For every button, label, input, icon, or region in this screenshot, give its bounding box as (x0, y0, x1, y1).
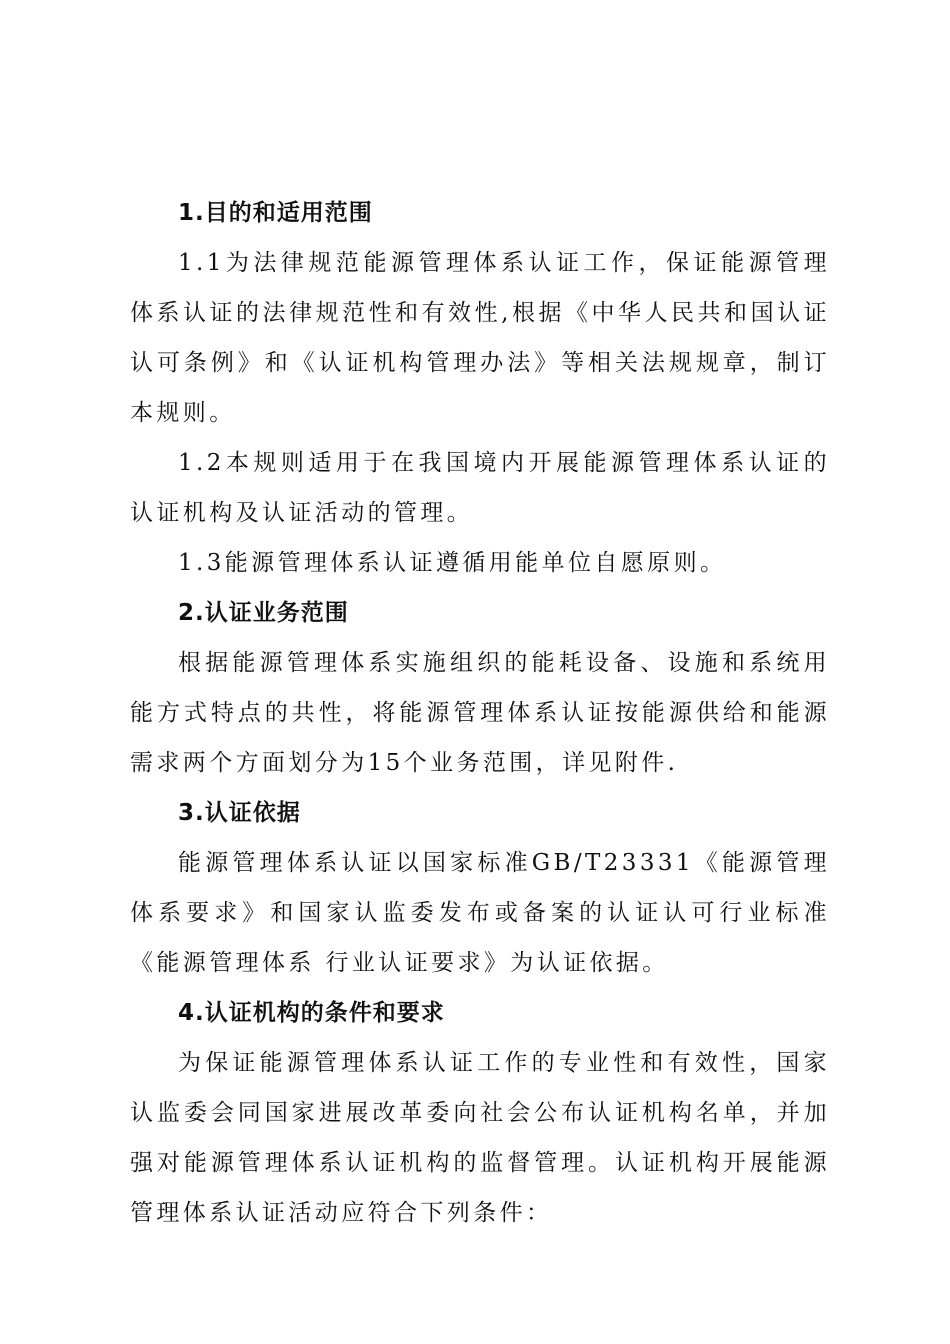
paragraph-3-1: 能源管理体系认证以国家标准GB/T23331《能源管理体系要求》和国家认监委发布或备案的认证认可行业标准《能源管理体系 行业认证要求》为认证依据。 (130, 850, 830, 976)
document-body (130, 188, 830, 1238)
paragraph-1-3: 1.3能源管理体系认证遵循用能单位自愿原则。 (178, 550, 727, 576)
section-heading-3: 3.认证依据 (178, 800, 301, 826)
paragraph-2-1: 根据能源管理体系实施组织的能耗设备、设施和系统用能方式特点的共性，将能源管理体系认证按能源供给和能源需求两个方面划分为15个业务范围，详见附件. (130, 650, 830, 776)
section-heading-2: 2.认证业务范围 (178, 600, 349, 626)
section-heading-1: 1.目的和适用范围 (178, 200, 373, 226)
paragraph-4-1: 为保证能源管理体系认证工作的专业性和有效性，国家认监委会同国家进展改革委向社会公布认证机构名单，并加强对能源管理体系认证机构的监督管理。认证机构开展能源管理体系认证活动应符合下列条件： (130, 1050, 830, 1226)
paragraph-1-1: 1.1为法律规范能源管理体系认证工作，保证能源管理体系认证的法律规范性和有效性,根据《中华人民共和国认证认可条例》和《认证机构管理办法》等相关法规规章，制订本规则。 (130, 250, 830, 426)
paragraph-1-2: 1.2本规则适用于在我国境内开展能源管理体系认证的认证机构及认证活动的管理。 (130, 450, 830, 526)
section-heading-4: 4.认证机构的条件和要求 (178, 1000, 445, 1026)
